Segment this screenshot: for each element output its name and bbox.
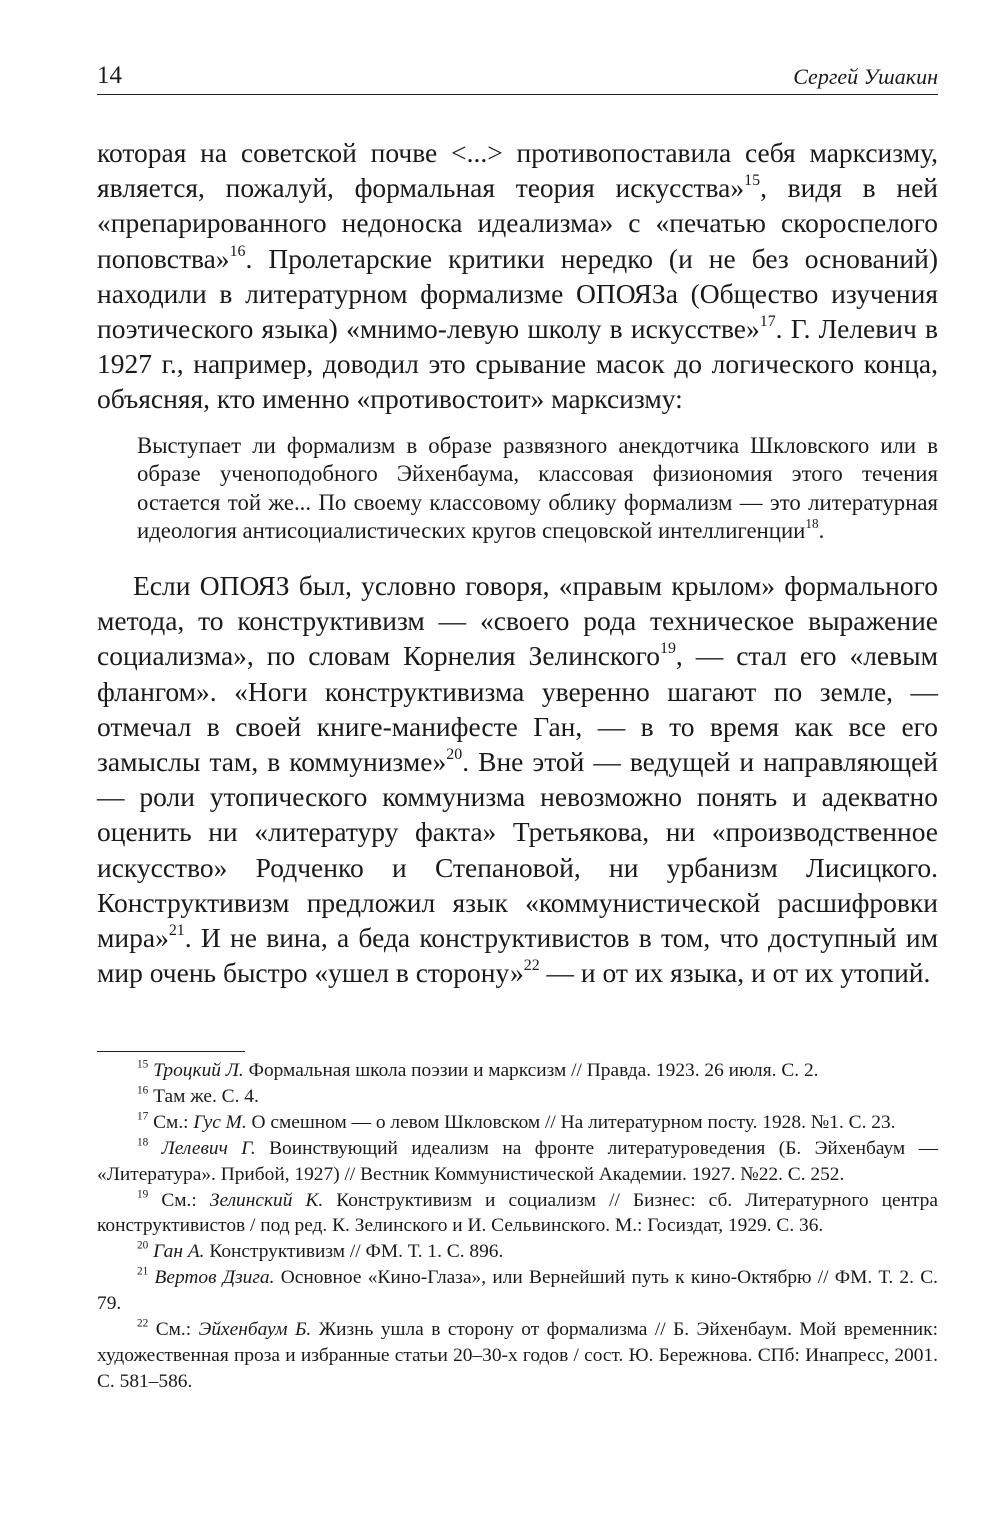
footnote-number: 15 <box>137 1058 149 1071</box>
paragraph-1-text-c: . Пролетарские критики нередко (и не без оснований) находили в литературном формализме ОПОЯЗа (Общество изучения поэтического языка) «мнимо-левую школу в искусстве» <box>97 242 938 345</box>
footnote-text: Воинствующий идеализм на фронте литературоведения (Б. Эйхенбаум — «Литература». Прибой, 1927) // Вестник Коммунистической Академии. 1927. №22. С. 252. <box>97 1137 938 1185</box>
footnote <box>97 1239 938 1265</box>
footnote-ref-18: 18 <box>805 516 819 532</box>
footnote <box>97 1058 938 1084</box>
footnote-ref-19: 19 <box>659 640 676 658</box>
block-quote-end: . <box>818 518 825 544</box>
paragraph-1-text-a: которая на советской почве <...> противопоставила себя марксизму, является, пожалуй, формальная теория искусства» <box>97 137 938 204</box>
footnote-ref-22: 22 <box>523 957 540 975</box>
paragraph-1-text-b: , видя в ней «препарированного недоноска идеализма» с «печатью скороспелого поповства» <box>97 172 938 274</box>
footnote <box>97 1317 938 1395</box>
footnote-text: Конструктивизм // ФМ. Т. 1. С. 896. <box>204 1241 504 1263</box>
footnote-author: Вертов Дзига. <box>154 1267 275 1289</box>
footnote-author: Эйхенбаум Б. <box>198 1319 312 1341</box>
page-header <box>97 62 938 95</box>
running-head-author: Сергей Ушакин <box>793 64 938 89</box>
footnote-author: Лелевич Г. <box>161 1137 256 1159</box>
footnote <box>97 1188 938 1240</box>
footnote-text: Там же. С. 4. <box>153 1085 259 1107</box>
block-quote <box>137 432 938 546</box>
footnote-prefix: См.: <box>153 1111 194 1133</box>
footnote-author: Троцкий Л. <box>153 1060 244 1081</box>
paragraph-2-text-b: , — стал его «левым флангом». «Ноги конструктивизма уверенно шагают по земле, — отмечал в своей книге-манифесте Ган, — в то время как все его замыслы там, в коммунизме» <box>97 640 939 778</box>
footnote-text: О смешном — о левом Шкловском // На литературном посту. 1928. №1. С. 23. <box>246 1111 896 1133</box>
footnote-prefix: См.: <box>155 1319 199 1341</box>
footnote-number: 18 <box>137 1136 149 1149</box>
footnote-number: 19 <box>137 1188 149 1201</box>
footnote-text: Жизнь ушла в сторону от формализма // Б. Эйхенбаум. Мой временник: художественная проза и избранные статьи 20–30-х годов / сост. Ю. Бережнова. СПб: Инапресс, 2001. С. 581–586. <box>97 1319 938 1392</box>
footnote-author: Ган А. <box>153 1241 205 1263</box>
footnote <box>97 1110 938 1136</box>
page-number: 14 <box>97 62 122 89</box>
footnotes <box>97 1058 938 1395</box>
footnote-separator <box>97 1051 245 1052</box>
footnote-number: 22 <box>137 1317 149 1330</box>
paragraph-2-text-d: . И не вина, а беда конструктивистов в том, что доступный им мир очень быстро «ушел в сторону» <box>97 922 938 989</box>
paragraph-1 <box>97 135 938 417</box>
footnote-text: Формальная школа поэзии и марксизм // Правда. 1923. 26 июля. С. 2. <box>243 1060 819 1081</box>
footnote-author: Гус М. <box>193 1111 247 1133</box>
footnote-author: Зелинский К. <box>209 1189 324 1211</box>
footnote-ref-16: 16 <box>229 242 246 260</box>
footnote-text: Основное «Кино-Глаза», или Вернейший путь к кино-Октябрю // ФМ. Т. 2. С. 79. <box>97 1267 938 1315</box>
paragraph-2-text-c: . Вне этой — ведущей и направляющей — роли утопического коммунизма невозможно понять и адекватно оценить ни «литературу факта» Третьякова, ни «производственное искусство» Родченко и Степановой, ни урбанизм Лисицкого. Конструктивизм предложил язык «коммунистической расшифровки мира» <box>97 746 938 954</box>
footnote-ref-20: 20 <box>446 746 463 764</box>
footnote-text: Конструктивизм и социализм // Бизнес: сб. Литературного центра конструктивистов / под ред. К. Зелинского и И. Сельвинского. М.: Госиздат, 1929. С. 36. <box>97 1189 938 1237</box>
paragraph-2-text-a: Если ОПОЯЗ был, условно говоря, «правым крылом» формального метода, то конструктивизм — «своего рода техническое выражение социализма», по словам Корнелия Зелинского <box>97 570 938 672</box>
paragraph-2 <box>97 568 938 990</box>
footnote <box>97 1084 938 1110</box>
paragraph-2-text-e: — и от их языка, и от их утопий. <box>539 957 931 989</box>
footnote-number: 17 <box>137 1110 149 1123</box>
footnote <box>97 1265 938 1317</box>
footnote-number: 20 <box>137 1239 149 1252</box>
footnote-ref-15: 15 <box>744 172 761 190</box>
main-text <box>97 135 938 990</box>
footnote <box>97 1136 938 1188</box>
footnote-ref-21: 21 <box>168 922 185 940</box>
footnote-number: 16 <box>137 1084 149 1097</box>
paragraph-1-text-d: . Г. Лелевич в 1927 г., например, доводил это срывание масок до логического конца, объясняя, кто именно «противостоит» марксизму: <box>97 313 938 415</box>
footnote-prefix: См.: <box>161 1189 210 1211</box>
footnote-ref-17: 17 <box>759 313 776 331</box>
footnote-number: 21 <box>137 1265 149 1278</box>
block-quote-text: Выступает ли формализм в образе развязного анекдотчика Шкловского или в образе ученоподобного Эйхенбаума, классовая физиономия этого течения остается той же... По своему классовому облику формализм — это литературная идеология антисоциалистических кругов спецовской интеллигенции <box>137 432 938 544</box>
